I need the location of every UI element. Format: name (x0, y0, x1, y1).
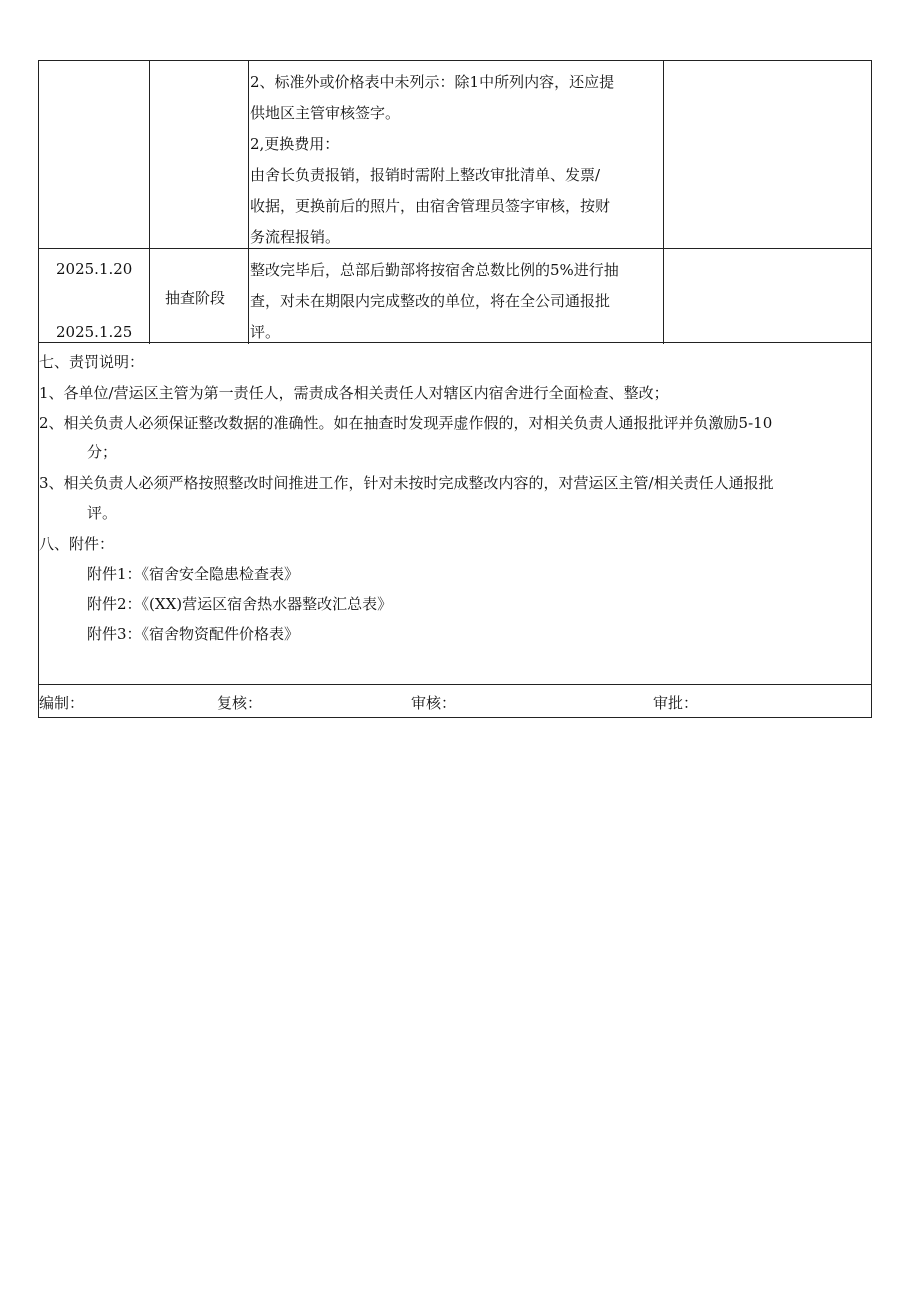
signature-row (38, 685, 872, 718)
schedule-table (38, 60, 872, 343)
signature-editor: 编制： (39, 694, 85, 712)
content-line: 供地区主管审核签字。 (250, 104, 401, 122)
signature-approver: 审批： (653, 694, 699, 712)
penalty-item-3-cont: 评。 (87, 504, 118, 522)
date-start: 2025.1.20 (56, 260, 133, 278)
table-col-divider (663, 61, 664, 344)
table-row-1-content (250, 67, 614, 253)
signature-reviewer: 复核： (217, 694, 263, 712)
penalty-item-2: 2、相关负责人必须保证整改数据的准确性。如在抽查时发现弄虚作假的，对相关负责人通报批评并负激励5-10 (39, 414, 773, 432)
table-row-2-content (250, 255, 619, 348)
attachment-item: 附件3：《宿舍物资配件价格表》 (87, 625, 300, 643)
content-line: 务流程报销。 (250, 228, 341, 246)
content-line: 收据，更换前后的照片，由宿舍管理员签字审核，按财 (250, 197, 611, 215)
attachment-item: 附件2：《(XX)营运区宿舍热水器整改汇总表》 (87, 595, 393, 613)
attachment-item: 附件1：《宿舍安全隐患检查表》 (87, 565, 300, 583)
content-line: 整改完毕后，总部后勤部将按宿舍总数比例的5%进行抽 (250, 261, 619, 279)
content-line: 评。 (250, 323, 281, 341)
notes-section (38, 343, 872, 685)
content-line: 由舍长负责报销，报销时需附上整改审批清单、发票/ (250, 166, 601, 184)
penalty-item-1: 1、各单位/营运区主管为第一责任人，需责成各相关责任人对辖区内宿舍进行全面检查、整改； (39, 384, 669, 402)
content-line: 2、标准外或价格表中未列示：除1中所列内容，还应提 (250, 73, 615, 91)
penalty-item-2-cont: 分； (87, 443, 118, 461)
stage-label: 抽查阶段 (165, 289, 226, 307)
attachments-heading: 八、附件： (39, 535, 115, 553)
signature-auditor: 审核： (411, 694, 457, 712)
penalty-heading: 七、责罚说明： (39, 353, 145, 371)
penalty-item-3: 3、相关负责人必须严格按照整改时间推进工作，针对未按时完成整改内容的，对营运区主管/相关责任人通报批 (39, 474, 774, 492)
date-end: 2025.1.25 (56, 323, 133, 341)
table-col-divider (248, 61, 249, 344)
content-line: 查，对未在期限内完成整改的单位，将在全公司通报批 (250, 292, 611, 310)
content-line: 2,更换费用： (250, 135, 340, 153)
table-col-divider (149, 61, 150, 344)
